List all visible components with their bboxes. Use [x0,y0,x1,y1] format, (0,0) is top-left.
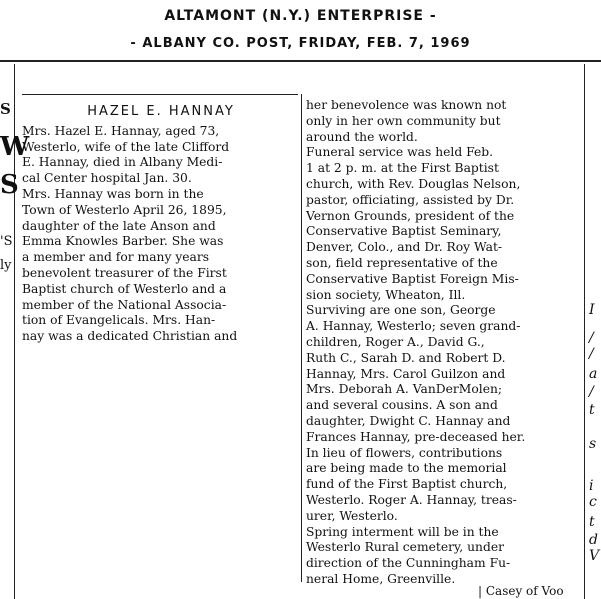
article-column-1 [22,104,300,345]
text-line: her benevolence was known not [306,98,507,112]
left-fragment: ly [0,258,12,273]
text-line: Funeral service was held Feb. [306,145,494,160]
text-line: direction of the Cunningham Fu- [306,556,511,571]
text-line: daughter of the late Anson and [22,218,216,233]
left-fragment: S [0,170,19,200]
text-line: daughter, Dwight C. Hannay and [306,413,511,428]
footer-fragment: | Casey of Voo [478,584,564,598]
text-line: In lieu of flowers, contributions [306,445,503,460]
text-line: a member and for many years [22,250,210,265]
text-line: Mrs. Hazel E. Hannay, aged 73, [22,123,220,138]
text-line: children, Roger A., David G., [306,334,485,349]
text-line: cal Center hospital Jan. 30. [22,171,192,186]
text-line: sion society, Wheaton, Ill. [306,287,466,302]
text-line: Frances Hannay, pre-deceased her. [306,429,526,444]
right-fragment: t [589,402,595,418]
text-line: pastor, officiating, assisted by Dr. [306,192,515,207]
text-line: member of the National Associa- [22,297,227,312]
text-line: Surviving are one son, George [306,303,496,318]
article-column-2 [306,98,584,588]
right-fragment: t [589,514,595,530]
text-line: around the world. [306,129,418,144]
text-line: church, with Rev. Douglas Nelson, [306,176,521,191]
article-heading: HAZEL E. HANNAY [87,104,235,119]
column-divider [301,94,302,582]
text-line: Baptist church of Westerlo and a [22,281,227,296]
text-line: Town of Westerlo April 26, 1895, [22,202,227,217]
text-line: Westerlo, wife of the late Clifford [22,139,230,154]
right-fragment: V [589,548,600,564]
text-line: nay was a dedicated Christian and [22,329,238,344]
text-line: are being made to the memorial [306,461,507,476]
text-line: Spring interment will be in the [306,524,499,539]
masthead-line-2: - ALBANY CO. POST, FRIDAY, FEB. 7, 1969 [130,36,471,51]
text-line: son, field representative of the [306,255,498,270]
right-fragment: i [589,478,594,494]
text-line: Ruth C., Sarah D. and Robert D. [306,350,506,365]
article-top-rule [22,94,298,95]
right-fragment: / [589,330,594,346]
right-fragment: d [589,532,598,548]
left-fragment: W [0,132,30,162]
right-fragment: I [589,302,595,318]
text-line: benevolent treasurer of the First [22,265,227,280]
text-line: Hannay, Mrs. Carol Guilzon and [306,366,506,381]
text-line: E. Hannay, died in Albany Medi- [22,155,223,170]
right-fragment: / [589,346,594,362]
text-line: Westerlo. Roger A. Hannay, treas- [306,492,517,507]
masthead-line-1: ALTAMONT (N.Y.) ENTERPRISE - [164,8,437,24]
text-line: Vernon Grounds, president of the [306,208,515,223]
text-line: A. Hannay, Westerlo; seven grand- [306,319,521,334]
text-line: Mrs. Deborah A. VanDerMolen; [306,382,503,397]
text-line: Emma Knowles Barber. She was [22,234,224,249]
text-line: urer, Westerlo. [306,508,398,523]
text-line: Mrs. Hannay was born in the [22,186,204,201]
left-fragment: 'S [0,234,13,249]
text-line: Conservative Baptist Seminary, [306,224,502,239]
text-line: 1 at 2 p. m. at the First Baptist [306,161,499,176]
text-line: neral Home, Greenville. [306,571,456,586]
left-fragment: S [0,100,11,118]
right-fragment: / [589,384,594,400]
text-line: Westerlo Rural cemetery, under [306,540,504,555]
text-line: fund of the First Baptist church, [306,477,508,492]
right-fragment: s [589,436,597,452]
text-line: only in her own community but [306,113,501,128]
text-line: Denver, Colo., and Dr. Roy Wat- [306,240,503,255]
text-line: tion of Evangelicals. Mrs. Han- [22,313,216,328]
column-rule-right [584,64,585,599]
masthead-rule [0,60,601,62]
text-line: and several cousins. A son and [306,398,498,413]
right-fragment: c [589,494,597,510]
right-fragment: a [589,366,598,382]
text-line: Conservative Baptist Foreign Mis- [306,271,519,286]
